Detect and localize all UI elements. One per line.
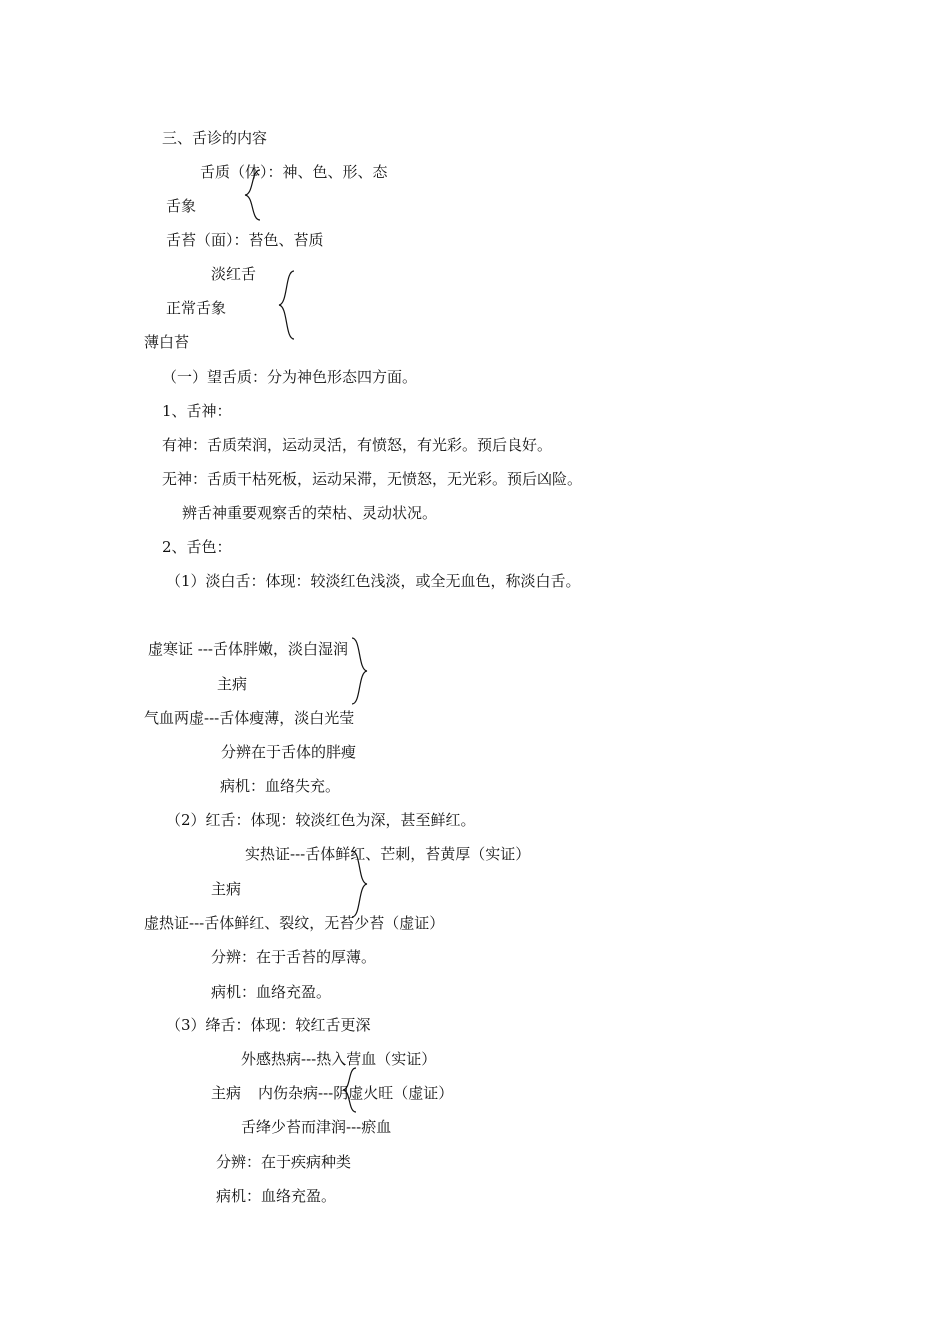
spirit-heading: 1、舌神： (162, 402, 232, 420)
color-heading: 2、舌色： (162, 538, 232, 556)
crimson-line3: 舌绛少苔而津润---瘀血 (241, 1118, 392, 1136)
has-spirit: 有神：舌质荣润，运动灵活，有愤怒，有光彩。预后良好。 (162, 436, 553, 454)
red-mechanism: 病机：血络充盈。 (211, 983, 332, 1001)
pale-mechanism: 病机：血络失充。 (220, 777, 341, 795)
normal-coating: 薄白苔 (144, 333, 190, 351)
tongue-image-label: 舌象 (166, 197, 197, 215)
brace-normal (276, 269, 298, 341)
brace-tongue-image (242, 168, 264, 222)
crimson-line1: 外感热病---热入营血（实证） (241, 1050, 437, 1068)
crimson-line2: 内伤杂病---阴虚火旺（虚证） (258, 1084, 454, 1102)
red-distinguish: 分辨：在于舌苔的厚薄。 (211, 948, 377, 966)
brace-red (348, 849, 370, 919)
crimson-distinguish: 分辨：在于疾病种类 (216, 1153, 352, 1171)
red-line2: 虚热证---舌体鲜红、裂纹，无苔少苔（虚证） (144, 914, 445, 932)
tongue-body-line: 舌质（体）：神、色、形、态 (200, 163, 388, 181)
normal-tongue: 淡红舌 (211, 265, 257, 283)
red-title: （2）红舌：体现：较淡红色为深，甚至鲜红。 (166, 811, 476, 829)
pale-line2: 气血两虚---舌体瘦薄，淡白光莹 (144, 709, 355, 727)
pale-distinguish: 分辨在于舌体的胖瘦 (221, 743, 357, 761)
pale-title: （1）淡白舌：体现：较淡红色浅淡，或全无血色，称淡白舌。 (166, 572, 581, 590)
brace-crimson (340, 1066, 360, 1114)
section-title: 三、舌诊的内容 (162, 129, 268, 147)
normal-label: 正常舌象 (166, 299, 227, 317)
red-main: 主病 (211, 880, 242, 898)
crimson-mechanism: 病机：血络充盈。 (216, 1187, 337, 1205)
red-line1: 实热证---舌体鲜红、芒刺，苔黄厚（实证） (245, 845, 531, 863)
pale-main: 主病 (217, 675, 248, 693)
spirit-note: 辨舌神重要观察舌的荣枯、灵动状况。 (182, 504, 438, 522)
brace-pale (348, 636, 370, 706)
pale-line1: 虚寒证 ---舌体胖嫩，淡白湿润 (148, 640, 348, 658)
tongue-coating-line: 舌苔（面）：苔色、苔质 (166, 231, 324, 249)
crimson-title: （3）绛舌：体现：较红舌更深 (166, 1016, 371, 1034)
part1-heading: （一）望舌质：分为神色形态四方面。 (162, 368, 418, 386)
crimson-main: 主病 (211, 1084, 242, 1102)
no-spirit: 无神：舌质干枯死板，运动呆滞，无愤怒，无光彩。预后凶险。 (162, 470, 583, 488)
